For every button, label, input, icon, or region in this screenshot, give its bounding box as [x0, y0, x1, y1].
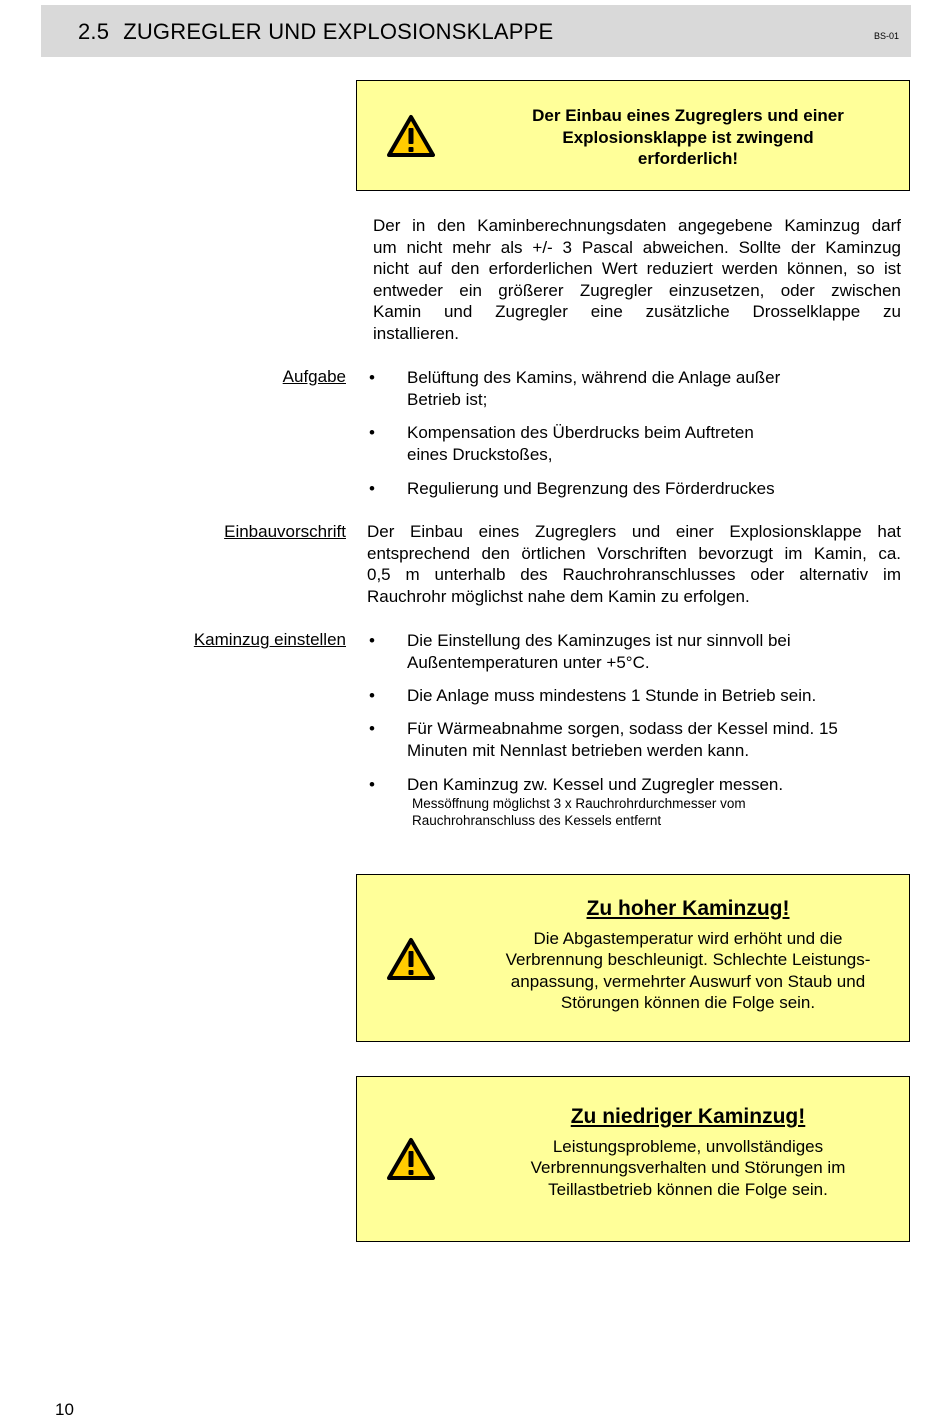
warning-heading: Zu niedriger Kaminzug! — [570, 1105, 806, 1128]
warning-line: Explosionsklappe ist zwingend — [562, 127, 814, 147]
list-item — [369, 478, 889, 500]
section-title-text: ZUGREGLER UND EXPLOSIONSKLAPPE — [123, 19, 554, 44]
list-item-text: Minuten mit Nennlast betrieben werden kann. — [407, 740, 750, 760]
einbau-line: 0,5 m unterhalb des Rauchrohranschlusses oder alternativ im — [367, 565, 901, 584]
list-item-text: Die Einstellung des Kaminzuges ist nur sinnvoll bei — [407, 631, 791, 650]
doc-code: BS-01 — [873, 31, 899, 41]
warning-box-low-draft — [356, 1076, 910, 1242]
list-item-text: Betrieb ist; — [407, 389, 488, 409]
warning-line: erforderlich! — [637, 149, 739, 168]
einbau-line: Rauchrohr möglichst nahe dem Kamin zu erfolgen. — [367, 586, 750, 606]
bullet-icon: • — [369, 719, 375, 738]
bullet-icon: • — [369, 423, 375, 442]
intro-line: Der in den Kaminberechnungsdaten angegebene Kaminzug darf — [373, 216, 901, 235]
warning-heading: Zu hoher Kaminzug! — [586, 897, 790, 920]
warning-line: anpassung, vermehrter Auswurf von Staub und — [510, 971, 866, 991]
note-line: Messöffnung möglichst 3 x Rauchrohrdurchmesser vom — [412, 796, 746, 811]
warning-line: Der Einbau eines Zugreglers und einer — [532, 106, 844, 125]
note-line: Rauchrohranschluss des Kessels entfernt — [412, 813, 662, 828]
intro-line: installieren. — [373, 323, 459, 343]
section-title — [78, 19, 553, 45]
bullet-icon: • — [369, 775, 375, 794]
list-item-text: Die Anlage muss mindestens 1 Stunde in Betrieb sein. — [407, 686, 817, 705]
warning-line: Verbrennung beschleunigt. Schlechte Leistungs- — [505, 950, 871, 969]
intro-line: nicht auf den erforderlichen Wert reduziert werden können, so ist — [373, 259, 901, 278]
list-item — [369, 718, 889, 762]
warning-line: Störungen können die Folge sein. — [560, 993, 816, 1012]
warning-triangle-icon — [387, 114, 435, 158]
warning-text — [467, 898, 909, 1014]
warning-box-top — [356, 80, 910, 191]
intro-line: entweder ein größerer Zugregler einzusetzen, oder zwischen — [373, 280, 901, 300]
einbau-line: entsprechend den örtlichen Vorschriften bevorzugt im Kamin, ca. — [367, 543, 901, 563]
warning-text — [467, 1106, 909, 1200]
label-aufgabe: Aufgabe — [282, 367, 346, 386]
list-item-text: eines Druckstoßes, — [407, 444, 553, 464]
bullet-icon: • — [369, 686, 375, 705]
bullet-icon: • — [369, 368, 375, 387]
list-item — [369, 422, 889, 466]
list-item-text: Für Wärmeabnahme sorgen, sodass der Kessel mind. 15 — [407, 719, 838, 738]
label-kaminzug-einstellen: Kaminzug einstellen — [193, 630, 346, 649]
warning-triangle-icon — [387, 1137, 435, 1181]
intro-line: Kamin und Zugregler eine zusätzliche Drosselklappe zu — [373, 302, 901, 321]
list-item — [369, 774, 889, 796]
list-item-text: Außentemperaturen unter +5°C. — [407, 652, 650, 672]
list-item-text: Belüftung des Kamins, während die Anlage außer — [407, 368, 781, 387]
bullet-icon: • — [369, 631, 375, 650]
label-einbauvorschrift: Einbauvorschrift — [224, 522, 346, 541]
section-header — [41, 5, 911, 57]
list-item-text: Kompensation des Überdrucks beim Auftreten — [407, 423, 754, 442]
warning-text — [467, 105, 909, 170]
list-item-text: Regulierung und Begrenzung des Förderdruckes — [407, 479, 775, 498]
einbau-line: Der Einbau eines Zugreglers und einer Explosionsklappe hat — [367, 522, 901, 541]
section-number: 2.5 — [78, 19, 110, 44]
warning-line: Teillastbetrieb können die Folge sein. — [548, 1179, 828, 1199]
measurement-note — [412, 795, 746, 829]
list-item — [369, 685, 889, 707]
warning-line: Die Abgastemperatur wird erhöht und die — [533, 928, 843, 948]
list-item — [369, 630, 889, 674]
intro-line: um nicht mehr als +/- 3 Pascal abweichen. Sollte der Kaminzug — [373, 237, 901, 257]
warning-box-high-draft — [356, 874, 910, 1042]
einbau-paragraph — [367, 521, 901, 607]
bullet-icon: • — [369, 479, 375, 498]
intro-paragraph — [373, 215, 901, 344]
list-item — [369, 367, 889, 411]
warning-line: Verbrennungsverhalten und Störungen im — [530, 1158, 846, 1177]
page-number: 10 — [55, 1400, 74, 1419]
list-item-text: Den Kaminzug zw. Kessel und Zugregler messen. — [407, 775, 784, 794]
warning-line: Leistungsprobleme, unvollständiges — [552, 1136, 824, 1156]
warning-triangle-icon — [387, 937, 435, 981]
